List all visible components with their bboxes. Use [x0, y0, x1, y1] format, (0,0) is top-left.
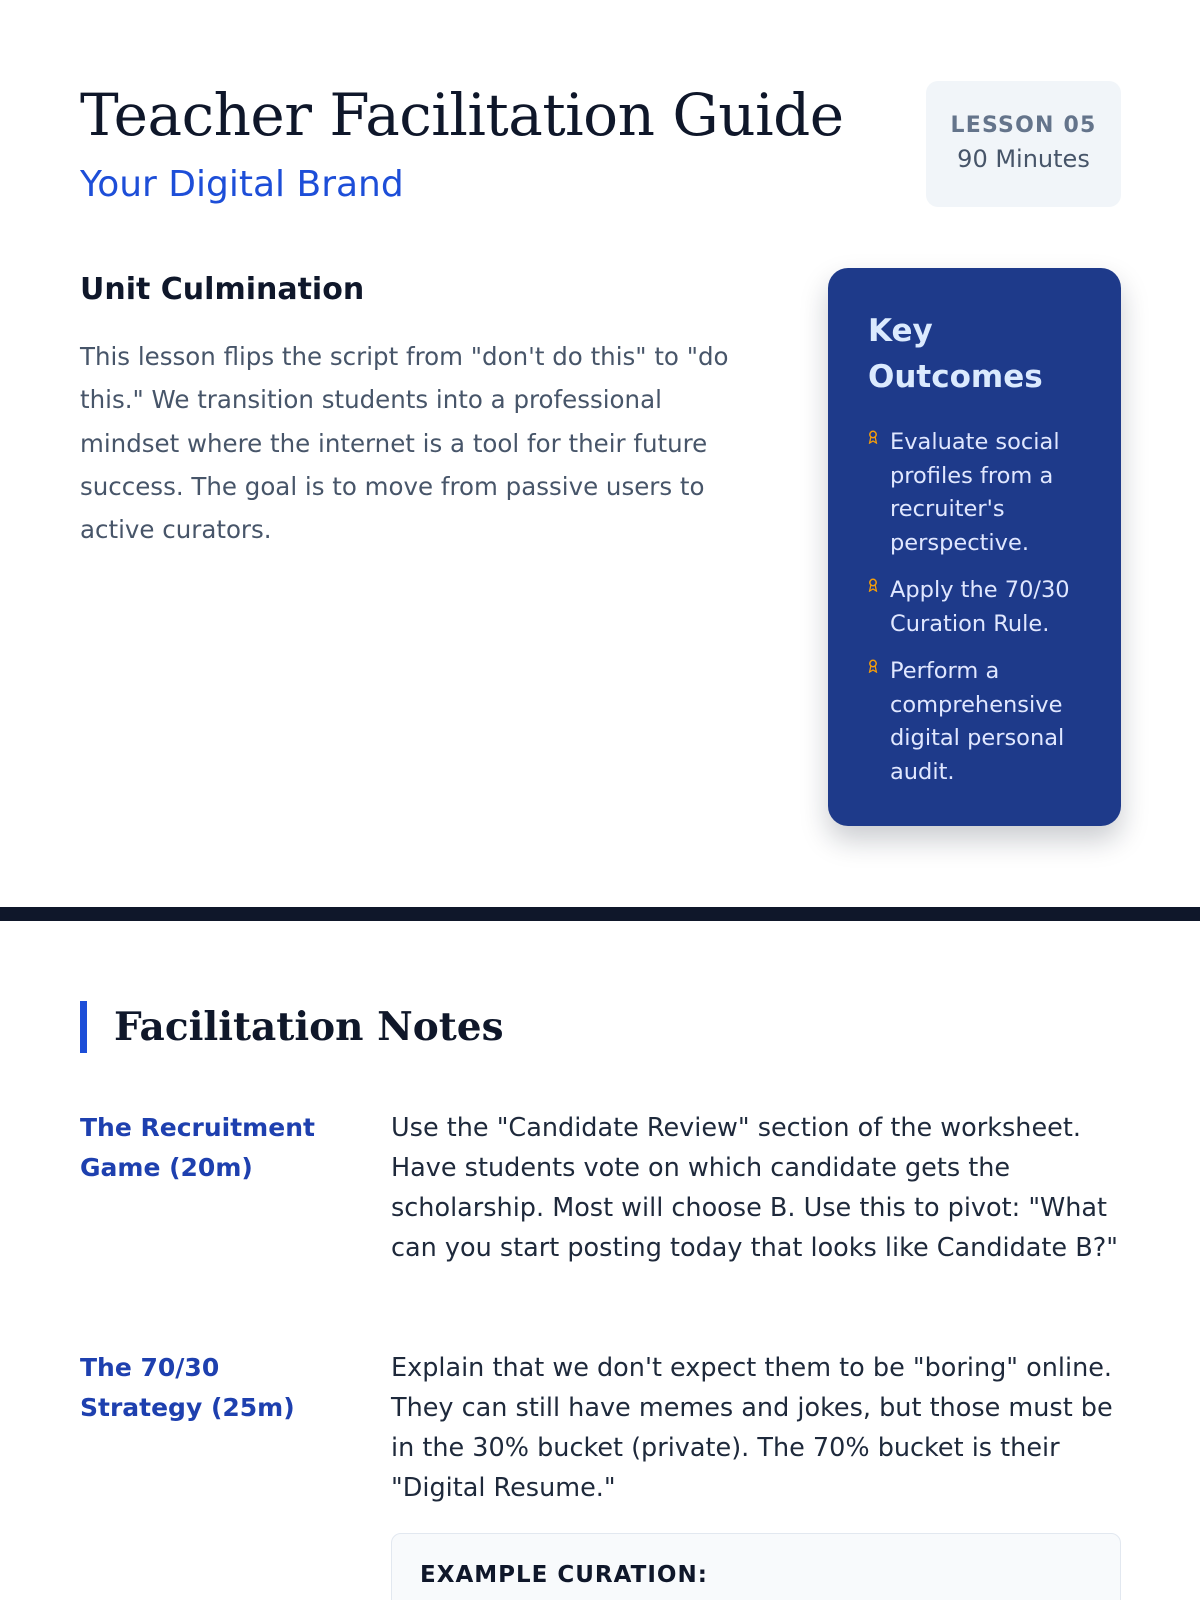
- section-divider: [0, 907, 1200, 921]
- award-icon: [868, 430, 882, 447]
- outcomes-list: [868, 426, 1085, 789]
- note-label: The 70/30 Strategy (25m): [80, 1353, 295, 1422]
- intro-text: This lesson flips the script from "don't do this" to "do this." We transition students into a professional mindset where the internet is a tool for their future success. The goal is to move from passive users to active curators.: [80, 342, 729, 545]
- award-icon: [868, 578, 882, 595]
- notes-heading: Facilitation Notes: [114, 1004, 504, 1050]
- outcome-text: Evaluate social profiles from a recruiter's perspective.: [890, 429, 1060, 556]
- lesson-number: LESSON 05: [950, 113, 1097, 138]
- note-label: The Recruitment Game (20m): [80, 1113, 315, 1182]
- example-title: EXAMPLE CURATION:: [420, 1562, 708, 1588]
- notes-accent-bar: [80, 1001, 87, 1053]
- outcome-item: [868, 426, 1085, 560]
- outcomes-title: Key Outcomes: [868, 313, 1043, 395]
- page-title: Teacher Facilitation Guide: [80, 81, 844, 149]
- note-body: Explain that we don't expect them to be "boring" online. They can still have memes and jokes, but those must be in the 30% bucket (private). The 70% bucket is their "Digital Resume.": [391, 1353, 1113, 1503]
- outcome-item: [868, 574, 1085, 641]
- award-icon: [868, 659, 882, 676]
- intro-heading: Unit Culmination: [80, 272, 365, 307]
- note-body: Use the "Candidate Review" section of the worksheet. Have students vote on which candidate gets the scholarship. Most will choose B. Use this to pivot: "What can you start posting today that looks like Candidate B?": [391, 1113, 1118, 1263]
- lesson-duration: 90 Minutes: [957, 145, 1090, 173]
- lesson-badge: [926, 81, 1121, 207]
- outcome-item: [868, 655, 1085, 789]
- key-outcomes-card: [828, 268, 1121, 826]
- outcome-text: Apply the 70/30 Curation Rule.: [890, 577, 1070, 637]
- example-curation-box: [391, 1533, 1121, 1600]
- outcome-text: Perform a comprehensive digital personal audit.: [890, 658, 1065, 785]
- page-subtitle: Your Digital Brand: [80, 164, 404, 205]
